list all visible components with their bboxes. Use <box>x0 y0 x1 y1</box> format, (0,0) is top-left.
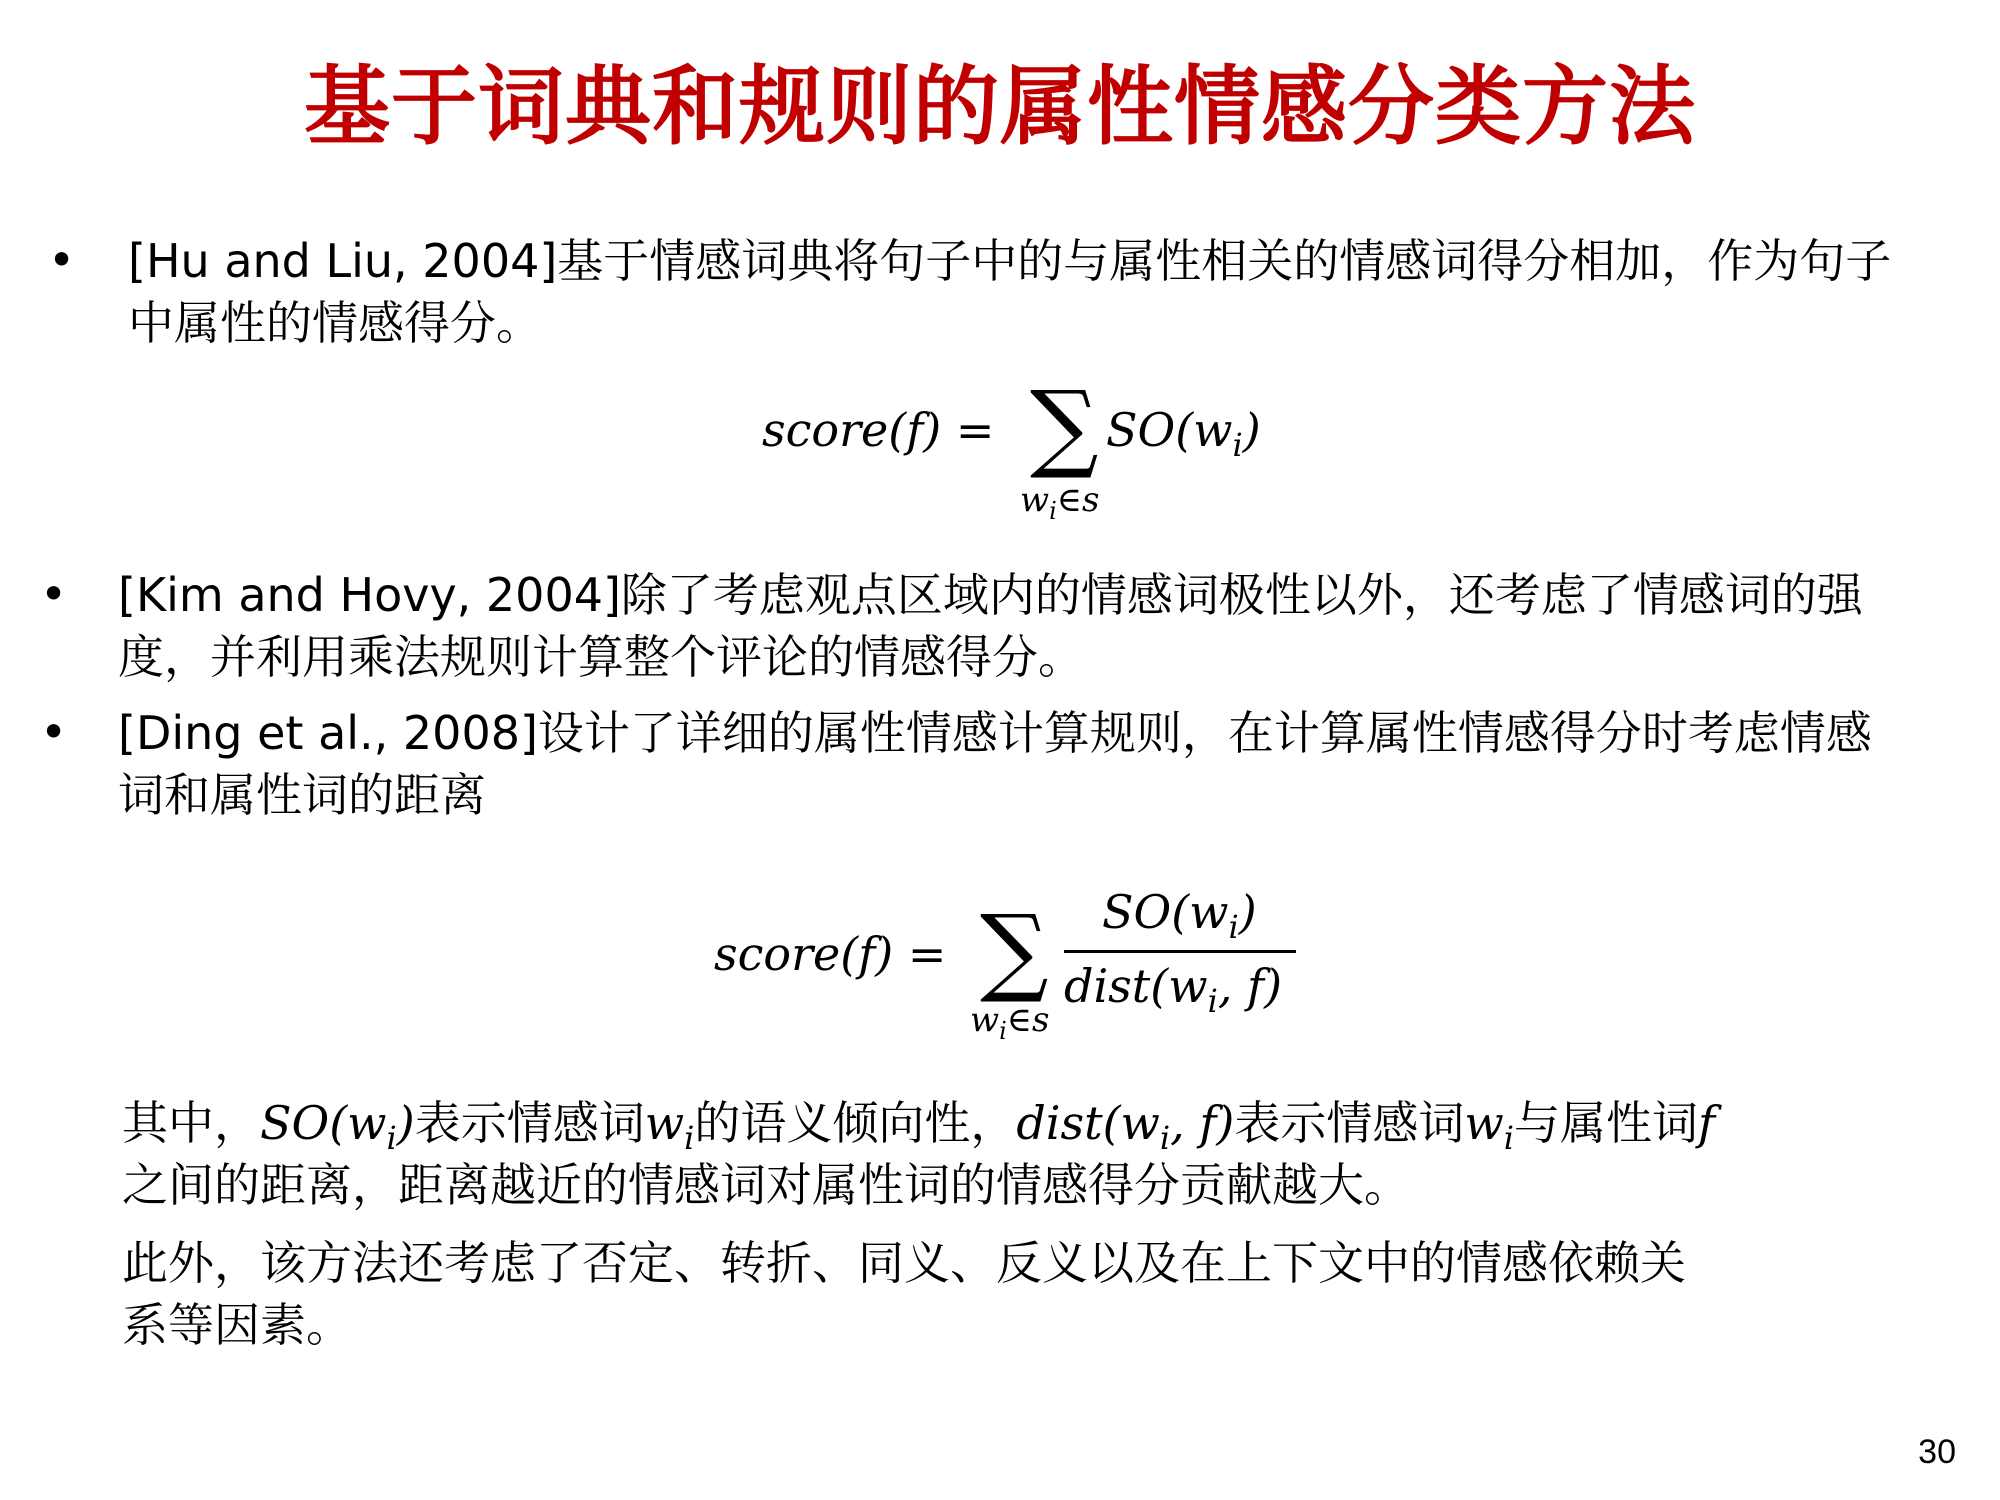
bullet-1-line-2: 中属性的情感得分。 <box>128 296 542 350</box>
formula-1-lhs: score(f) = <box>762 403 995 457</box>
formula-1-under: $w_i\in s$ <box>1020 480 1100 525</box>
formula-2-sigma: ∑ <box>980 894 1049 1006</box>
bullet-marker: • <box>40 705 68 759</box>
bullet-marker: • <box>48 233 76 287</box>
explanation-paragraph-2-line-2: 系等因素。 <box>122 1298 352 1352</box>
explanation-line-1: 其中，$SO(w_i)$表示情感词$w_i$的语义倾向性，$dist(w_i$, f)表示情感词$w_i$与属性词f <box>122 1096 1716 1157</box>
formula-2-under: $w_i\in s$ <box>970 1000 1050 1045</box>
explanation-line-2: 之间的距离，距离越近的情感词对属性词的情感得分贡献越大。 <box>122 1158 1410 1212</box>
page-number: 30 <box>1918 1433 1956 1471</box>
bullet-2-line-2: 度，并利用乘法规则计算整个评论的情感得分。 <box>118 630 1084 684</box>
formula-2-lhs: score(f) = <box>714 927 947 981</box>
bullet-1-line-1: [Hu and Liu, 2004]基于情感词典将句子中的与属性相关的情感词得分相加，作为句子 <box>128 234 1892 288</box>
formula-2-numerator: $SO(w_i)$ <box>1102 885 1257 946</box>
formula-1-term: $SO(w_i)$ <box>1106 403 1261 464</box>
formula-2-fraction-bar <box>1064 950 1296 953</box>
formula-1-sigma: ∑ <box>1030 370 1099 482</box>
formula-2-denominator: $dist(w_i$, f) <box>1064 959 1283 1020</box>
bullet-2-line-1: [Kim and Hovy, 2004]除了考虑观点区域内的情感词极性以外，还考虑了情感词的强 <box>118 568 1863 622</box>
slide-title: 基于词典和规则的属性情感分类方法 <box>304 57 1696 157</box>
bullet-3-line-1: [Ding et al., 2008]设计了详细的属性情感计算规则，在计算属性情感得分时考虑情感 <box>118 706 1872 760</box>
explanation-paragraph-2-line-1: 此外，该方法还考虑了否定、转折、同义、反义以及在上下文中的情感依赖关 <box>122 1236 1686 1290</box>
bullet-marker: • <box>40 567 68 621</box>
bullet-3-line-2: 词和属性词的距离 <box>118 768 486 822</box>
